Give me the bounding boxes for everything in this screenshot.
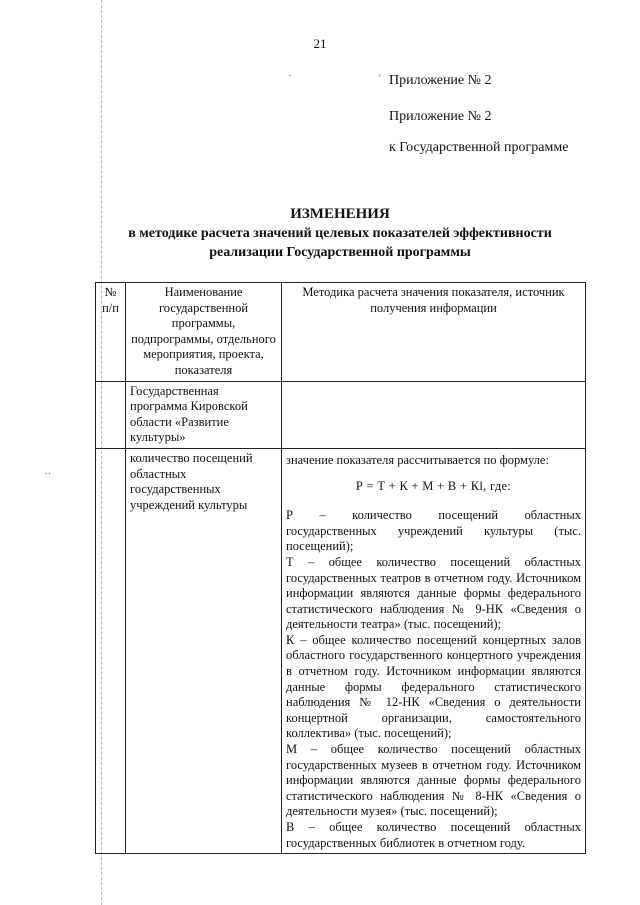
indicator-num-cell — [96, 448, 126, 853]
program-method-cell — [282, 381, 586, 448]
formula: Р = Т + К + М + В + Кl, где: — [355, 478, 512, 493]
definition-k: К – общее количество посещений концертных залов областного государственного концертного учреждения в отчетном году. Источником информации являются данные формы федерального статистического наблюдения № 12-НК «Сведения о деятельности концертной организации, самостоятельного коллектива» (тыс. посещений); — [286, 632, 581, 741]
table-header-row — [96, 283, 586, 382]
definition-m: М – общее количество посещений областных государственных музеев в отчетном году. Источником информации являются данные формы федерального статистического наблюдения № 8-НК «Сведения о деятельности музея» (тыс. посещений); — [286, 742, 581, 819]
scan-speck: ·· — [44, 468, 52, 480]
page-number: 21 — [313, 36, 327, 51]
table-row — [96, 381, 586, 448]
appendix-line-3: к Государственной программе — [389, 140, 569, 155]
scan-speck: · — [288, 70, 292, 82]
header-num: № п/п — [96, 283, 126, 382]
method-intro: значение показателя рассчитывается по формуле: — [286, 452, 549, 467]
indicator-method-cell — [282, 448, 586, 853]
document-title — [100, 205, 580, 262]
definition-t: Т – общее количество посещений областных государственных театров в отчетном году. Источником информации являются данные формы федерального статистического наблюдения № 9-НК «Сведения о деятельности театра» (тыс. посещений); — [286, 554, 581, 632]
title-main: ИЗМЕНЕНИЯ — [290, 206, 390, 222]
title-line-3: реализации Государственной программы — [209, 245, 471, 260]
appendix-line-1: Приложение № 2 — [389, 73, 492, 88]
program-name-cell: Государственная программа Кировской области «Развитие культуры» — [126, 381, 282, 448]
indicator-name-cell: количество посещений областных государственных учреждений культуры — [126, 448, 282, 853]
header-name: Наименование государственной программы, подпрограммы, отдельного мероприятия, проекта, показателя — [126, 283, 282, 382]
definition-p: Р – количество посещений областных государственных учреждений культуры (тыс. посещений); — [286, 508, 581, 554]
definition-b: В – общее количество посещений областных государственных библиотек в отчетном году. — [286, 820, 581, 850]
table-row — [96, 448, 586, 853]
title-line-2: в методике расчета значений целевых показателей эффективности — [128, 226, 552, 241]
program-num-cell — [96, 381, 126, 448]
scan-speck: ‘ — [378, 72, 382, 84]
changes-table — [95, 282, 586, 854]
appendix-line-2: Приложение № 2 — [389, 109, 492, 124]
header-method: Методика расчета значения показателя, источник получения информации — [282, 283, 586, 382]
